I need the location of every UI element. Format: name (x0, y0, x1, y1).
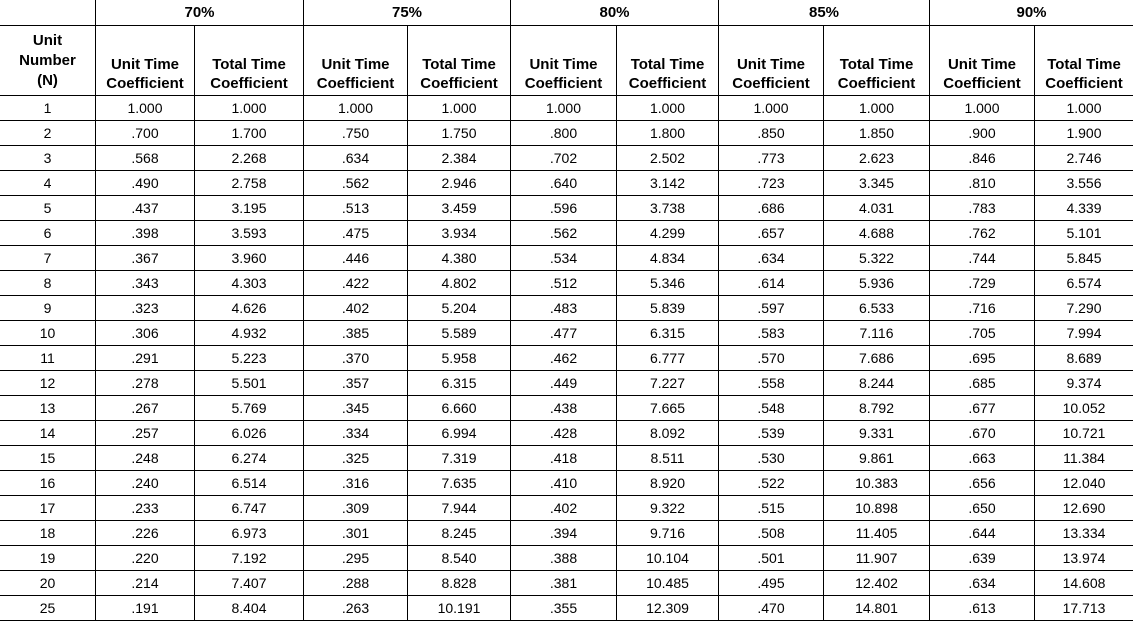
total-time-80-cell: 4.299 (617, 221, 719, 246)
coefficient-header-row (0, 26, 1133, 96)
unit-time-coefficient-header (304, 26, 408, 96)
total-time-90-cell: 10.052 (1035, 396, 1133, 421)
percent-header-90: 90% (930, 0, 1133, 26)
total-time-80-cell: 10.485 (617, 571, 719, 596)
total-time-70-cell: 2.758 (195, 171, 304, 196)
total-time-line1: Total Time (1047, 56, 1121, 73)
unit-time-70-cell: .233 (96, 496, 195, 521)
unit-header-line: Number (19, 52, 76, 69)
total-time-75-cell: 5.589 (408, 321, 511, 346)
unit-time-80-cell: .702 (511, 146, 617, 171)
total-time-90-cell: 13.334 (1035, 521, 1133, 546)
unit-time-80-cell: .596 (511, 196, 617, 221)
total-time-line1: Total Time (631, 56, 705, 73)
table-row (0, 221, 1133, 246)
total-time-90-cell: 2.746 (1035, 146, 1133, 171)
unit-number-cell: 10 (0, 321, 96, 346)
total-time-75-cell: 6.315 (408, 371, 511, 396)
unit-time-85-cell: 1.000 (719, 96, 824, 121)
unit-number-cell: 15 (0, 446, 96, 471)
unit-time-75-cell: .513 (304, 196, 408, 221)
unit-time-70-cell: .490 (96, 171, 195, 196)
unit-time-75-cell: .316 (304, 471, 408, 496)
unit-time-85-cell: .495 (719, 571, 824, 596)
total-time-80-cell: 6.315 (617, 321, 719, 346)
unit-time-85-cell: .614 (719, 271, 824, 296)
unit-number-cell: 18 (0, 521, 96, 546)
total-time-70-cell: 6.973 (195, 521, 304, 546)
unit-number-cell: 7 (0, 246, 96, 271)
unit-time-70-cell: .291 (96, 346, 195, 371)
unit-time-75-cell: 1.000 (304, 96, 408, 121)
total-time-80-cell: 2.502 (617, 146, 719, 171)
unit-time-90-cell: .900 (930, 121, 1035, 146)
total-time-line2: Coefficient (629, 75, 707, 92)
unit-time-90-cell: .695 (930, 346, 1035, 371)
total-time-85-cell: 12.402 (824, 571, 930, 596)
unit-time-85-cell: .597 (719, 296, 824, 321)
unit-number-cell: 3 (0, 146, 96, 171)
unit-time-85-cell: .850 (719, 121, 824, 146)
unit-time-90-cell: 1.000 (930, 96, 1035, 121)
percent-header-row (0, 0, 1133, 26)
unit-time-75-cell: .295 (304, 546, 408, 571)
unit-time-75-cell: .309 (304, 496, 408, 521)
total-time-80-cell: 5.839 (617, 296, 719, 321)
table-row (0, 521, 1133, 546)
percent-header-85: 85% (719, 0, 930, 26)
unit-time-90-cell: .716 (930, 296, 1035, 321)
total-time-90-cell: 10.721 (1035, 421, 1133, 446)
table-row (0, 321, 1133, 346)
unit-time-80-cell: .381 (511, 571, 617, 596)
unit-time-90-cell: .650 (930, 496, 1035, 521)
unit-number-cell: 25 (0, 596, 96, 621)
unit-time-70-cell: .278 (96, 371, 195, 396)
table-row (0, 146, 1133, 171)
percent-header-70: 70% (96, 0, 304, 26)
total-time-85-cell: 5.322 (824, 246, 930, 271)
total-time-85-cell: 11.405 (824, 521, 930, 546)
unit-time-line1: Unit Time (529, 56, 597, 73)
table-body (0, 96, 1133, 621)
total-time-85-cell: 9.331 (824, 421, 930, 446)
total-time-line2: Coefficient (1045, 75, 1123, 92)
table-row (0, 571, 1133, 596)
total-time-85-cell: 5.936 (824, 271, 930, 296)
total-time-80-cell: 8.092 (617, 421, 719, 446)
unit-time-80-cell: .428 (511, 421, 617, 446)
total-time-85-cell: 9.861 (824, 446, 930, 471)
total-time-line2: Coefficient (210, 75, 288, 92)
unit-time-75-cell: .475 (304, 221, 408, 246)
unit-time-80-cell: .534 (511, 246, 617, 271)
unit-time-70-cell: .323 (96, 296, 195, 321)
unit-time-85-cell: .773 (719, 146, 824, 171)
total-time-85-cell: 7.116 (824, 321, 930, 346)
total-time-coefficient-header (1035, 26, 1133, 96)
total-time-75-cell: 8.828 (408, 571, 511, 596)
total-time-85-cell: 1.000 (824, 96, 930, 121)
unit-header-line: Unit (33, 32, 62, 49)
total-time-70-cell: 6.514 (195, 471, 304, 496)
unit-time-90-cell: .729 (930, 271, 1035, 296)
total-time-70-cell: 3.960 (195, 246, 304, 271)
total-time-90-cell: 12.040 (1035, 471, 1133, 496)
unit-number-cell: 2 (0, 121, 96, 146)
table-row (0, 396, 1133, 421)
unit-time-90-cell: .644 (930, 521, 1035, 546)
total-time-80-cell: 9.716 (617, 521, 719, 546)
unit-time-80-cell: 1.000 (511, 96, 617, 121)
unit-time-75-cell: .562 (304, 171, 408, 196)
total-time-85-cell: 10.383 (824, 471, 930, 496)
unit-time-90-cell: .634 (930, 571, 1035, 596)
total-time-80-cell: 1.000 (617, 96, 719, 121)
total-time-80-cell: 3.738 (617, 196, 719, 221)
unit-time-70-cell: .367 (96, 246, 195, 271)
corner-cell (0, 0, 96, 26)
table-row (0, 271, 1133, 296)
table-row (0, 346, 1133, 371)
unit-number-cell: 5 (0, 196, 96, 221)
table-row (0, 121, 1133, 146)
total-time-75-cell: 7.944 (408, 496, 511, 521)
unit-time-90-cell: .613 (930, 596, 1035, 621)
table-row (0, 496, 1133, 521)
unit-time-coefficient-header (96, 26, 195, 96)
unit-time-80-cell: .483 (511, 296, 617, 321)
percent-header-80: 80% (511, 0, 719, 26)
total-time-90-cell: 5.101 (1035, 221, 1133, 246)
total-time-75-cell: 7.319 (408, 446, 511, 471)
total-time-90-cell: 4.339 (1035, 196, 1133, 221)
unit-number-cell: 6 (0, 221, 96, 246)
unit-time-70-cell: .343 (96, 271, 195, 296)
total-time-coefficient-header (617, 26, 719, 96)
total-time-80-cell: 8.511 (617, 446, 719, 471)
total-time-70-cell: 3.593 (195, 221, 304, 246)
unit-time-75-cell: .370 (304, 346, 408, 371)
total-time-75-cell: 8.540 (408, 546, 511, 571)
unit-time-75-cell: .325 (304, 446, 408, 471)
total-time-90-cell: 17.713 (1035, 596, 1133, 621)
unit-time-80-cell: .462 (511, 346, 617, 371)
unit-time-80-cell: .640 (511, 171, 617, 196)
unit-time-line2: Coefficient (106, 75, 184, 92)
total-time-80-cell: 6.777 (617, 346, 719, 371)
total-time-75-cell: 6.660 (408, 396, 511, 421)
unit-time-90-cell: .663 (930, 446, 1035, 471)
unit-time-85-cell: .515 (719, 496, 824, 521)
total-time-85-cell: 8.244 (824, 371, 930, 396)
unit-number-cell: 8 (0, 271, 96, 296)
unit-time-85-cell: .657 (719, 221, 824, 246)
unit-time-80-cell: .477 (511, 321, 617, 346)
total-time-70-cell: 4.626 (195, 296, 304, 321)
unit-time-85-cell: .723 (719, 171, 824, 196)
unit-time-75-cell: .345 (304, 396, 408, 421)
total-time-75-cell: 1.750 (408, 121, 511, 146)
total-time-85-cell: 10.898 (824, 496, 930, 521)
total-time-line2: Coefficient (838, 75, 916, 92)
unit-time-70-cell: .191 (96, 596, 195, 621)
total-time-85-cell: 11.907 (824, 546, 930, 571)
unit-time-70-cell: .267 (96, 396, 195, 421)
unit-time-80-cell: .402 (511, 496, 617, 521)
total-time-90-cell: 9.374 (1035, 371, 1133, 396)
unit-time-75-cell: .402 (304, 296, 408, 321)
unit-number-cell: 20 (0, 571, 96, 596)
unit-time-85-cell: .686 (719, 196, 824, 221)
total-time-75-cell: 4.380 (408, 246, 511, 271)
unit-number-cell: 12 (0, 371, 96, 396)
unit-time-85-cell: .501 (719, 546, 824, 571)
unit-time-75-cell: .301 (304, 521, 408, 546)
unit-time-70-cell: .568 (96, 146, 195, 171)
total-time-70-cell: 6.747 (195, 496, 304, 521)
table-row (0, 96, 1133, 121)
unit-time-75-cell: .422 (304, 271, 408, 296)
table-row (0, 446, 1133, 471)
total-time-70-cell: 3.195 (195, 196, 304, 221)
unit-time-line2: Coefficient (943, 75, 1021, 92)
unit-header-line: (N) (37, 72, 58, 89)
unit-time-90-cell: .810 (930, 171, 1035, 196)
unit-time-85-cell: .558 (719, 371, 824, 396)
total-time-75-cell: 4.802 (408, 271, 511, 296)
unit-time-75-cell: .288 (304, 571, 408, 596)
unit-time-70-cell: .248 (96, 446, 195, 471)
unit-time-line1: Unit Time (737, 56, 805, 73)
table-row (0, 171, 1133, 196)
unit-time-70-cell: .398 (96, 221, 195, 246)
table-row (0, 296, 1133, 321)
unit-time-70-cell: .437 (96, 196, 195, 221)
total-time-75-cell: 2.946 (408, 171, 511, 196)
unit-time-90-cell: .846 (930, 146, 1035, 171)
unit-number-cell: 1 (0, 96, 96, 121)
unit-time-70-cell: .214 (96, 571, 195, 596)
total-time-70-cell: 4.303 (195, 271, 304, 296)
unit-time-80-cell: .355 (511, 596, 617, 621)
unit-time-80-cell: .800 (511, 121, 617, 146)
total-time-70-cell: 6.274 (195, 446, 304, 471)
total-time-70-cell: 4.932 (195, 321, 304, 346)
unit-time-75-cell: .750 (304, 121, 408, 146)
unit-number-cell: 17 (0, 496, 96, 521)
total-time-80-cell: 9.322 (617, 496, 719, 521)
total-time-75-cell: 3.459 (408, 196, 511, 221)
total-time-90-cell: 1.000 (1035, 96, 1133, 121)
unit-time-line1: Unit Time (111, 56, 179, 73)
total-time-90-cell: 8.689 (1035, 346, 1133, 371)
total-time-85-cell: 7.686 (824, 346, 930, 371)
unit-time-85-cell: .530 (719, 446, 824, 471)
total-time-70-cell: 5.769 (195, 396, 304, 421)
table-row (0, 371, 1133, 396)
unit-time-75-cell: .334 (304, 421, 408, 446)
total-time-coefficient-header (195, 26, 304, 96)
unit-time-line1: Unit Time (948, 56, 1016, 73)
unit-time-85-cell: .570 (719, 346, 824, 371)
total-time-70-cell: 5.223 (195, 346, 304, 371)
unit-number-header (0, 26, 96, 96)
total-time-80-cell: 8.920 (617, 471, 719, 496)
unit-time-85-cell: .634 (719, 246, 824, 271)
unit-time-line2: Coefficient (732, 75, 810, 92)
total-time-line2: Coefficient (420, 75, 498, 92)
total-time-80-cell: 7.227 (617, 371, 719, 396)
unit-time-80-cell: .410 (511, 471, 617, 496)
total-time-75-cell: 8.245 (408, 521, 511, 546)
total-time-coefficient-header (408, 26, 511, 96)
unit-time-70-cell: .226 (96, 521, 195, 546)
table-row (0, 421, 1133, 446)
total-time-70-cell: 7.192 (195, 546, 304, 571)
total-time-70-cell: 7.407 (195, 571, 304, 596)
total-time-70-cell: 2.268 (195, 146, 304, 171)
unit-time-coefficient-header (511, 26, 617, 96)
total-time-85-cell: 4.031 (824, 196, 930, 221)
unit-time-70-cell: .700 (96, 121, 195, 146)
total-time-90-cell: 5.845 (1035, 246, 1133, 271)
total-time-80-cell: 4.834 (617, 246, 719, 271)
total-time-75-cell: 2.384 (408, 146, 511, 171)
total-time-75-cell: 5.204 (408, 296, 511, 321)
unit-time-90-cell: .705 (930, 321, 1035, 346)
unit-time-80-cell: .562 (511, 221, 617, 246)
unit-time-70-cell: .257 (96, 421, 195, 446)
total-time-80-cell: 10.104 (617, 546, 719, 571)
total-time-75-cell: 10.191 (408, 596, 511, 621)
unit-time-70-cell: .220 (96, 546, 195, 571)
total-time-85-cell: 2.623 (824, 146, 930, 171)
total-time-90-cell: 11.384 (1035, 446, 1133, 471)
total-time-90-cell: 14.608 (1035, 571, 1133, 596)
total-time-coefficient-header (824, 26, 930, 96)
unit-number-cell: 16 (0, 471, 96, 496)
unit-number-cell: 14 (0, 421, 96, 446)
unit-time-70-cell: .306 (96, 321, 195, 346)
total-time-70-cell: 1.000 (195, 96, 304, 121)
unit-time-75-cell: .263 (304, 596, 408, 621)
total-time-90-cell: 7.290 (1035, 296, 1133, 321)
total-time-90-cell: 12.690 (1035, 496, 1133, 521)
unit-time-80-cell: .418 (511, 446, 617, 471)
total-time-70-cell: 1.700 (195, 121, 304, 146)
total-time-90-cell: 7.994 (1035, 321, 1133, 346)
unit-time-80-cell: .512 (511, 271, 617, 296)
unit-time-90-cell: .783 (930, 196, 1035, 221)
unit-time-90-cell: .677 (930, 396, 1035, 421)
total-time-80-cell: 5.346 (617, 271, 719, 296)
unit-number-cell: 11 (0, 346, 96, 371)
unit-time-coefficient-header (930, 26, 1035, 96)
total-time-70-cell: 5.501 (195, 371, 304, 396)
unit-time-85-cell: .539 (719, 421, 824, 446)
percent-header-75: 75% (304, 0, 511, 26)
total-time-line1: Total Time (212, 56, 286, 73)
total-time-90-cell: 3.556 (1035, 171, 1133, 196)
total-time-85-cell: 4.688 (824, 221, 930, 246)
total-time-85-cell: 1.850 (824, 121, 930, 146)
total-time-line1: Total Time (422, 56, 496, 73)
total-time-75-cell: 5.958 (408, 346, 511, 371)
total-time-85-cell: 6.533 (824, 296, 930, 321)
unit-time-line2: Coefficient (317, 75, 395, 92)
table-row (0, 471, 1133, 496)
unit-time-90-cell: .685 (930, 371, 1035, 396)
total-time-80-cell: 3.142 (617, 171, 719, 196)
unit-time-85-cell: .548 (719, 396, 824, 421)
unit-time-75-cell: .357 (304, 371, 408, 396)
unit-time-90-cell: .639 (930, 546, 1035, 571)
total-time-80-cell: 1.800 (617, 121, 719, 146)
unit-time-90-cell: .670 (930, 421, 1035, 446)
total-time-70-cell: 6.026 (195, 421, 304, 446)
unit-time-line2: Coefficient (525, 75, 603, 92)
unit-time-80-cell: .394 (511, 521, 617, 546)
unit-time-coefficient-header (719, 26, 824, 96)
unit-time-85-cell: .470 (719, 596, 824, 621)
total-time-75-cell: 6.994 (408, 421, 511, 446)
total-time-line1: Total Time (840, 56, 914, 73)
unit-time-line1: Unit Time (321, 56, 389, 73)
total-time-75-cell: 1.000 (408, 96, 511, 121)
unit-number-cell: 9 (0, 296, 96, 321)
total-time-70-cell: 8.404 (195, 596, 304, 621)
unit-time-80-cell: .388 (511, 546, 617, 571)
unit-time-90-cell: .762 (930, 221, 1035, 246)
unit-number-cell: 4 (0, 171, 96, 196)
unit-time-75-cell: .446 (304, 246, 408, 271)
total-time-80-cell: 12.309 (617, 596, 719, 621)
unit-time-80-cell: .449 (511, 371, 617, 396)
unit-time-85-cell: .508 (719, 521, 824, 546)
table-row (0, 196, 1133, 221)
total-time-90-cell: 1.900 (1035, 121, 1133, 146)
unit-time-80-cell: .438 (511, 396, 617, 421)
unit-time-90-cell: .656 (930, 471, 1035, 496)
total-time-75-cell: 3.934 (408, 221, 511, 246)
unit-time-70-cell: .240 (96, 471, 195, 496)
total-time-85-cell: 8.792 (824, 396, 930, 421)
unit-time-85-cell: .583 (719, 321, 824, 346)
total-time-90-cell: 13.974 (1035, 546, 1133, 571)
unit-time-75-cell: .634 (304, 146, 408, 171)
unit-time-70-cell: 1.000 (96, 96, 195, 121)
total-time-85-cell: 3.345 (824, 171, 930, 196)
unit-number-cell: 13 (0, 396, 96, 421)
table-row (0, 546, 1133, 571)
unit-time-85-cell: .522 (719, 471, 824, 496)
unit-time-90-cell: .744 (930, 246, 1035, 271)
unit-time-75-cell: .385 (304, 321, 408, 346)
unit-number-cell: 19 (0, 546, 96, 571)
table-row (0, 246, 1133, 271)
total-time-75-cell: 7.635 (408, 471, 511, 496)
total-time-85-cell: 14.801 (824, 596, 930, 621)
total-time-80-cell: 7.665 (617, 396, 719, 421)
total-time-90-cell: 6.574 (1035, 271, 1133, 296)
